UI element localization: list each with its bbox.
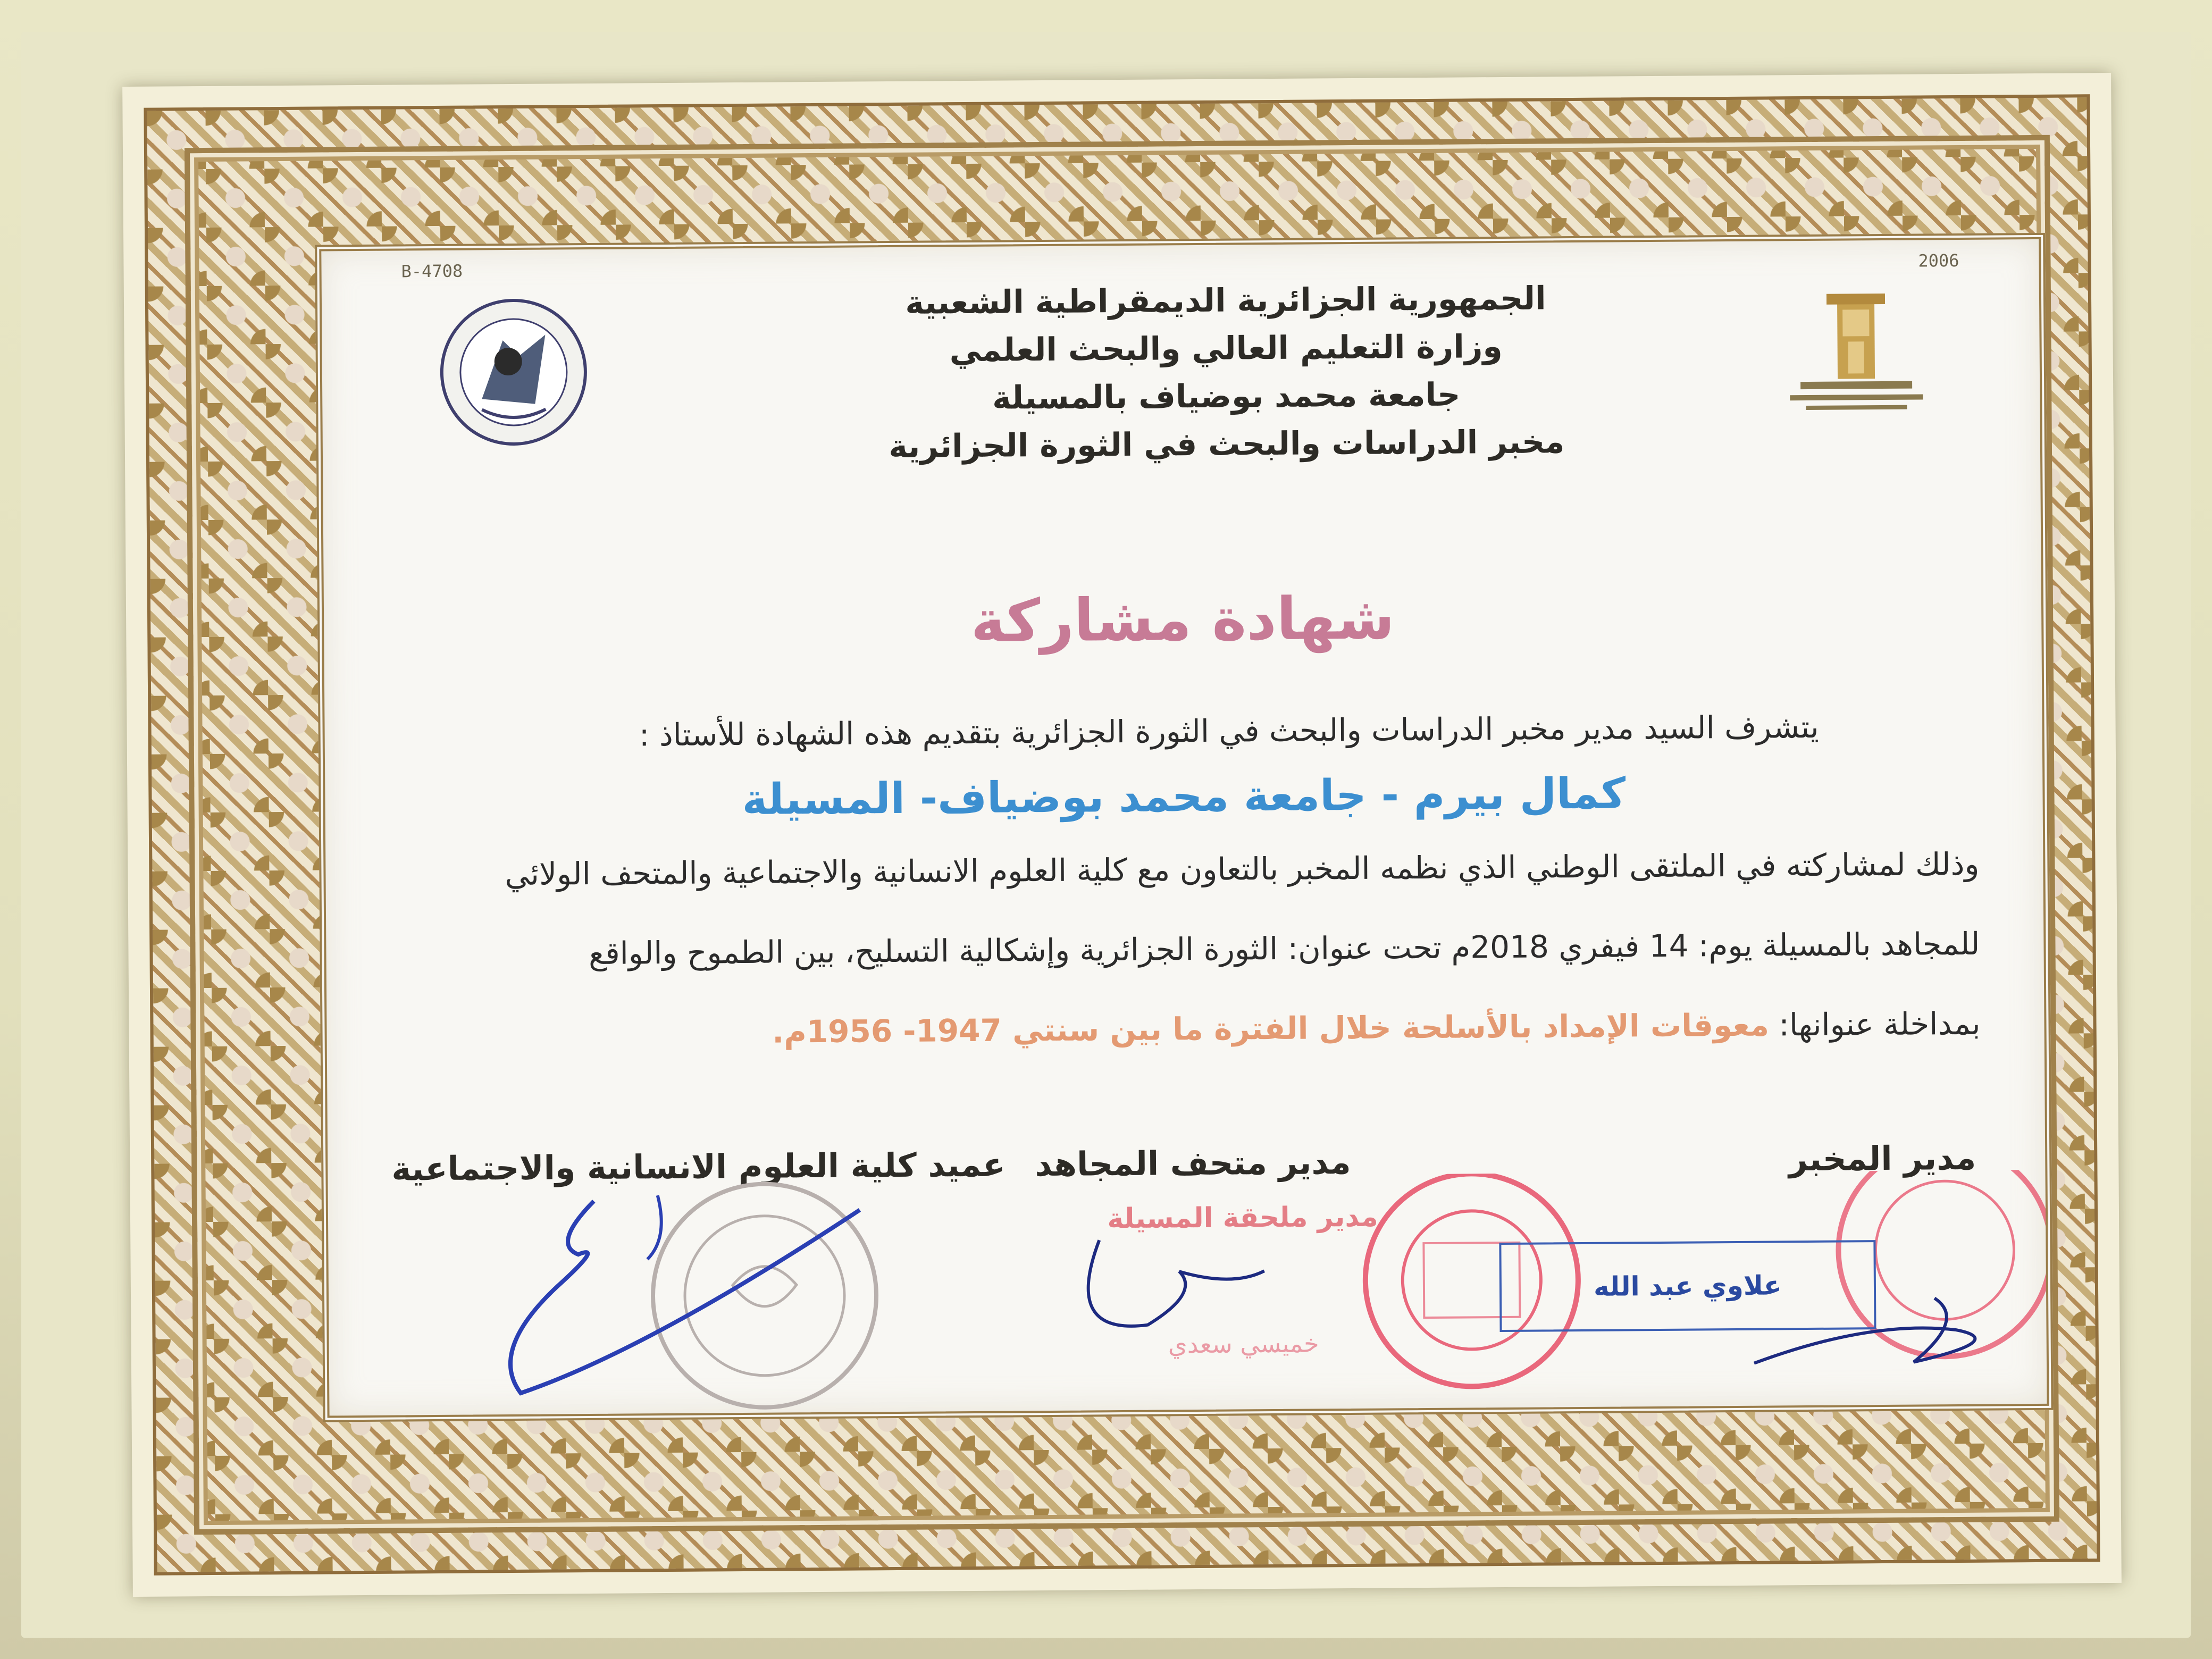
header-republic: الجمهورية الجزائرية الديمقراطية الشعبية xyxy=(905,280,1546,322)
certificate-inner-panel xyxy=(315,233,2053,1422)
intervention-topic: معوقات الإمداد بالأسلحة خلال الفترة ما بين سنتي 1947- 1956م. xyxy=(772,1007,1770,1050)
university-logo-icon xyxy=(1757,288,1950,428)
signature-title-lab: مدير المخبر xyxy=(1788,1138,1976,1179)
body-line-3 xyxy=(374,1006,1980,1053)
body-line-2: للمجاهد بالمسيلة يوم: 14 فيفري 2018م تحت عنوان: الثورة الجزائرية وإشكالية التسليح، بين الطموح والواقع xyxy=(588,925,1980,972)
certificate-title: شهادة مشاركة xyxy=(970,584,1395,655)
intervention-label: بمداخلة عنوانها: xyxy=(1779,1005,1981,1043)
lab-seal-icon xyxy=(423,292,605,453)
lab-director-name-stamp: علاوي عبد الله xyxy=(1499,1240,1876,1332)
header-university: جامعة محمد بوضياف بالمسيلة xyxy=(992,376,1461,417)
museum-stamp-text: مدير ملحقة المسيلة xyxy=(1107,1201,1378,1235)
museum-stamp-name: خميسي سعدي xyxy=(1168,1329,1319,1359)
faculty-seal-icon xyxy=(652,1183,877,1408)
reference-code-right: 2006 xyxy=(1918,250,1959,271)
body-line-1: وذلك لمشاركته في الملتقى الوطني الذي نظمه المخبر بالتعاون مع كلية العلوم الانسانية والاجتماعية والمتحف الولائي xyxy=(505,845,1980,893)
museum-director-signature xyxy=(1088,1239,1264,1326)
signature-title-dean: عميد كلية العلوم الانسانية والاجتماعية xyxy=(391,1145,1006,1188)
recipient-name: كمال بيرم - جامعة محمد بوضياف- المسيلة xyxy=(742,768,1626,824)
signature-title-museum: مدير متحف المجاهد xyxy=(1035,1143,1351,1184)
header-ministry: وزارة التعليم العالي والبحث العلمي xyxy=(949,328,1503,370)
certificate-sheet xyxy=(122,73,2122,1597)
certificate-header xyxy=(800,274,1652,471)
intro-text: يتشرف السيد مدير مخبر الدراسات والبحث في الثورة الجزائرية بتقديم هذه الشهادة للأستاذ : xyxy=(639,708,1819,753)
header-laboratory: مخبر الدراسات والبحث في الثورة الجزائرية xyxy=(889,423,1565,466)
reference-code-left: 4708-B xyxy=(401,261,463,282)
